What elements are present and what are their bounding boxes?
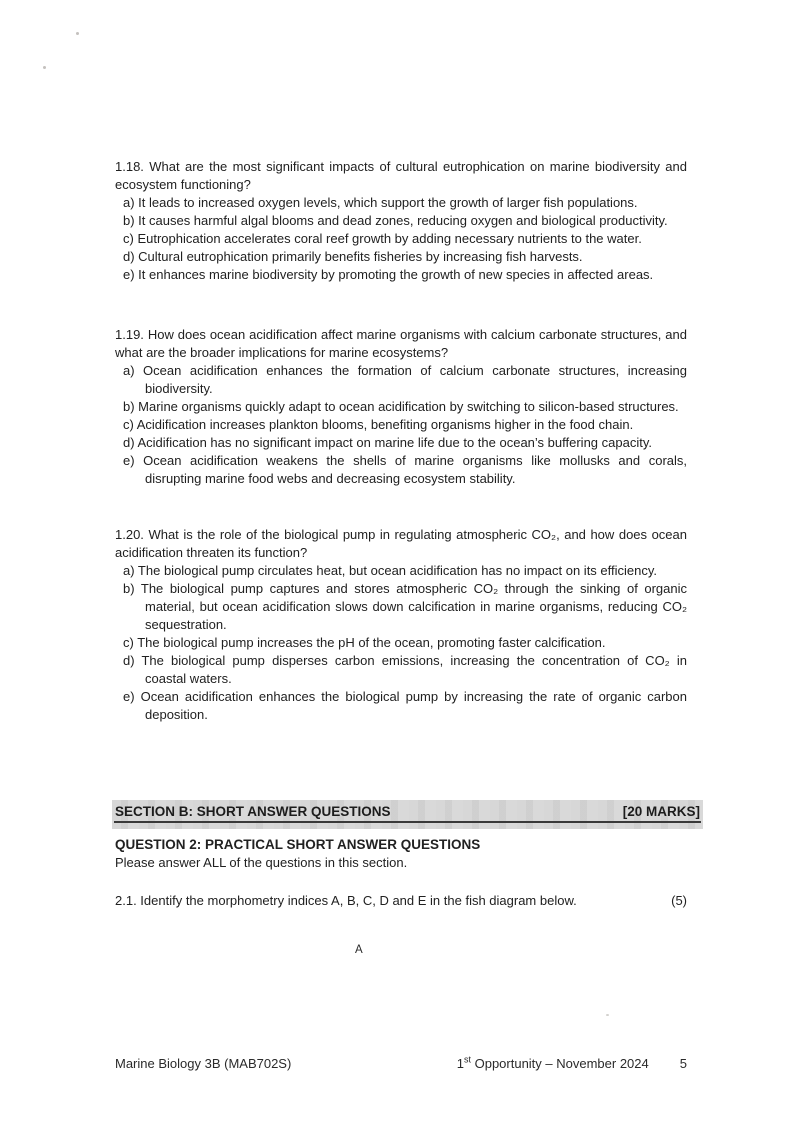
question-1-19-option-a: a) Ocean acidification enhances the formation of calcium carbonate structures, increasing biodiversity. [123,363,687,396]
question-1-18-option-b: b) It causes harmful algal blooms and dead zones, reducing oxygen and biological productivity. [123,213,668,228]
question-1-18-option-c: c) Eutrophication accelerates coral reef growth by adding necessary nutrients to the water. [123,231,642,246]
footer-page-number: 5 [679,1056,687,1071]
question-1-20-option-b: b) The biological pump captures and stores atmospheric CO₂ through the sinking of organic material, but ocean acidification slows down calcification in marine organisms, reducing CO₂ sequestration. [123,581,687,632]
question-2-instruction: Please answer ALL of the questions in this section. [115,855,408,870]
question-2-1-text: 2.1. Identify the morphometry indices A, B, C, D and E in the fish diagram below. [115,893,577,908]
footer-course-title: Marine Biology 3B (MAB702S) [115,1056,292,1071]
question-1-20-text: 1.20. What is the role of the biological pump in regulating atmospheric CO₂, and how does ocean acidification threaten its function? [115,527,687,560]
question-1-19-option-c: c) Acidification increases plankton blooms, benefiting organisms higher in the food chain. [123,417,634,432]
section-b-header-band [112,800,703,829]
question-1-19-option-b: b) Marine organisms quickly adapt to ocean acidification by switching to silicon-based structures. [123,399,679,414]
footer-right-group [457,1055,687,1072]
scan-speck [43,66,46,69]
question-1-19-option-e: e) Ocean acidification weakens the shells of marine organisms like mollusks and corals, disrupting marine food webs and decreasing ecosystem stability. [123,453,687,486]
question-1-20-option-c: c) The biological pump increases the pH of the ocean, promoting faster calcification. [123,635,606,650]
footer-opportunity-text: 1st Opportunity – November 2024 [456,1054,649,1071]
section-b-marks: [20 MARKS] [622,804,700,819]
section-b-header-row [114,803,701,823]
question-2-heading: QUESTION 2: PRACTICAL SHORT ANSWER QUESTIONS [115,837,481,852]
page-footer [115,1055,687,1072]
question-1-20-option-a: a) The biological pump circulates heat, but ocean acidification has no impact on its efficiency. [123,563,658,578]
question-1-18-option-a: a) It leads to increased oxygen levels, which support the growth of larger fish populations. [123,195,638,210]
question-1-19-text: 1.19. How does ocean acidification affect marine organisms with calcium carbonate structures, and what are the broader implications for marine ecosystems? [115,327,687,360]
question-1-18-option-d: d) Cultural eutrophication primarily benefits fisheries by increasing fish harvests. [123,249,583,264]
question-1-18-option-e: e) It enhances marine biodiversity by promoting the growth of new species in affected areas. [123,267,654,282]
question-2-1-marks: (5) [671,893,687,908]
question-1-19-option-d: d) Acidification has no significant impact on marine life due to the ocean’s buffering capacity. [123,435,652,450]
question-1-20-option-d: d) The biological pump disperses carbon emissions, increasing the concentration of CO₂ in coastal waters. [123,653,687,686]
question-1-20-option-e: e) Ocean acidification enhances the biological pump by increasing the rate of organic carbon deposition. [123,689,687,722]
question-1-18-text: 1.18. What are the most significant impacts of cultural eutrophication on marine biodiversity and ecosystem functioning? [115,159,687,192]
scan-speck [76,32,79,35]
section-b-title: SECTION B: SHORT ANSWER QUESTIONS [115,804,391,819]
question-1-20 [115,526,687,724]
question-1-18 [115,158,687,284]
fish-diagram-label-a: A [355,944,363,956]
scan-speck [606,1014,609,1016]
question-2-header [115,836,687,872]
question-2-1-row [115,892,687,910]
question-1-19 [115,326,687,488]
